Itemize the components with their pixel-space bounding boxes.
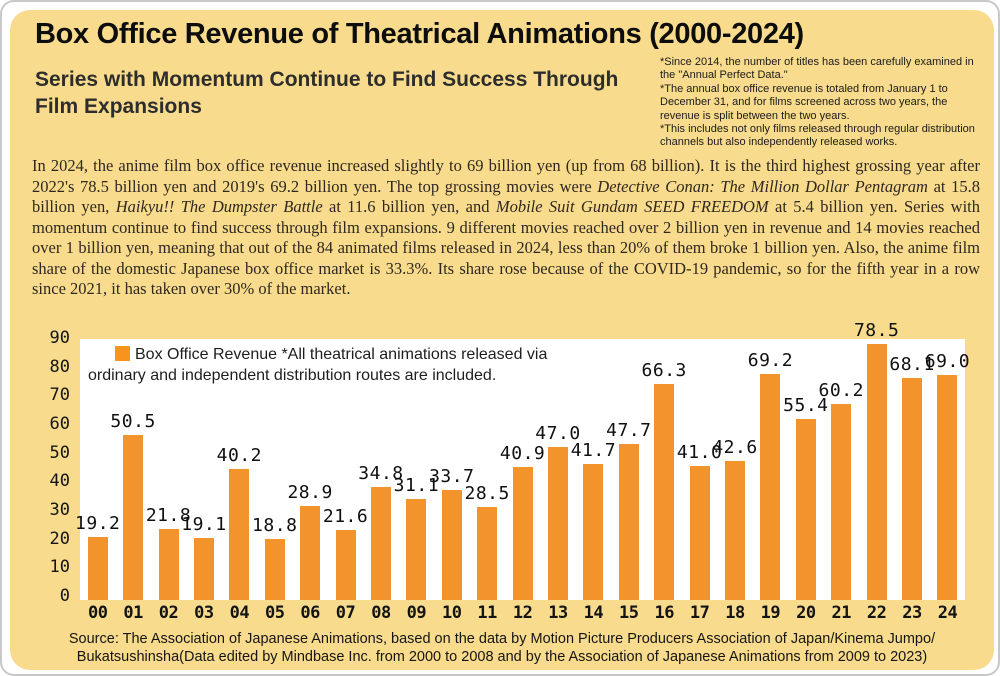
- subtitle-line-1: Series with Momentum Continue to Find Success Through: [35, 68, 619, 91]
- paragraph-text: at 11.6 billion yen, and: [322, 197, 496, 216]
- bar-value-label: 18.8: [252, 514, 298, 536]
- x-tick-label: 12: [512, 603, 533, 623]
- bar: [229, 469, 249, 600]
- bar: [513, 467, 533, 600]
- bar: [654, 384, 674, 600]
- x-tick-label: 15: [619, 603, 639, 623]
- x-tick-label: 03: [194, 603, 214, 623]
- bar-value-label: 41.0: [676, 442, 723, 464]
- bar: [583, 464, 603, 600]
- bar-slot: [889, 339, 935, 600]
- bar-value-label: 19.1: [181, 513, 227, 535]
- x-tick-label: 09: [406, 603, 427, 623]
- bar: [937, 375, 957, 600]
- y-tick-label: 50: [49, 442, 70, 463]
- bar: [406, 499, 426, 601]
- bar-value-label: 33.7: [429, 466, 475, 488]
- bar: [336, 530, 356, 601]
- footnote-line: *Since 2014, the number of titles has been carefully examined in the "Annual Perfect Data.": [660, 56, 974, 82]
- bar-value-label: 60.2: [818, 379, 864, 401]
- bar: [123, 435, 143, 600]
- bar-value-label: 21.8: [145, 504, 192, 526]
- footnotes: [660, 56, 988, 150]
- bar: [159, 529, 179, 600]
- bar-value-label: 69.2: [747, 350, 794, 372]
- x-tick-label: 02: [158, 603, 179, 623]
- x-tick-label: 19: [760, 603, 781, 623]
- bar-value-label: 68.1: [889, 353, 935, 375]
- x-tick-label: 23: [902, 603, 922, 623]
- bar-value-label: 42.6: [712, 437, 758, 458]
- movie-title: Mobile Suit Gundam SEED FREEDOM: [495, 197, 769, 216]
- source-line: Source: The Association of Japanese Animations, based on the data by Motion Picture Producers Association of Japan/Kinema Jumpo/: [68, 631, 936, 647]
- bar: [796, 419, 816, 600]
- source-line: Bukatsushinsha(Data edited by Mindbase Inc. from 2000 to 2008 and by the Association of Japanese Animations from 2009 to 2023): [76, 648, 928, 665]
- infographic-card: [10, 10, 994, 670]
- bar-value-label: 47.0: [535, 422, 581, 444]
- bar-value-label: 19.2: [75, 513, 121, 535]
- bar: [194, 538, 214, 600]
- subtitle-line-2: Film Expansions: [35, 95, 202, 118]
- body-paragraph: [32, 156, 980, 300]
- x-tick-label: 10: [442, 603, 462, 623]
- bar-slot: [712, 339, 758, 600]
- movie-title: Detective Conan: The Million Dollar Pentagram: [597, 176, 928, 196]
- bar-slot: [747, 339, 794, 600]
- x-tick-label: 17: [689, 603, 710, 623]
- x-tick-label: 11: [477, 603, 497, 623]
- bar: [831, 404, 851, 600]
- x-tick-label: 14: [583, 603, 604, 623]
- bar-slot: [783, 339, 829, 600]
- bar-slot: [676, 339, 723, 600]
- bar: [300, 506, 320, 600]
- bar-value-label: 21.6: [322, 505, 369, 527]
- x-tick-label: 16: [654, 603, 674, 623]
- bar-value-label: 78.5: [853, 319, 900, 341]
- bar-slot: [924, 339, 971, 600]
- chart-legend: Box Office Revenue *All theatrical animations released via ordinary and independent distribution routes are included.: [88, 346, 548, 384]
- bar: [619, 444, 639, 600]
- bar: [690, 466, 710, 600]
- bar-value-label: 28.9: [287, 481, 333, 503]
- paragraph-text: at 15.8 billion yen,: [32, 176, 980, 216]
- y-tick-label: 30: [49, 500, 70, 520]
- y-tick-label: 20: [49, 528, 70, 549]
- bar-value-label: 66.3: [641, 359, 687, 381]
- bar-value-label: 40.9: [499, 442, 546, 464]
- bar: [902, 378, 922, 600]
- paragraph-text: In 2024, the anime film box office revenue increased slightly to 69 billion yen (up from 68 billion). It is the third highest grossing year after 2022's 78.5 billion yen and 2019's 69.2 billion yen. The top grossing movies were: [32, 156, 980, 196]
- bar-value-label: 28.5: [464, 483, 510, 504]
- x-tick-label: 13: [548, 603, 568, 623]
- bar-value-label: 31.1: [393, 474, 440, 496]
- x-tick-label: 00: [87, 603, 108, 623]
- bar-value-label: 34.8: [358, 462, 404, 484]
- paragraph-text: at 5.4 billion yen. Series with momentum continue to find success through film expansions. 9 different movies reached over 2 billion yen in revenue and 14 movies reached over 1 billion yen, meaning that out of the 84 animated films released in 2024, less than 20% of them broke 1 billion yen. Also, the anime film share of the domestic Japanese box office market is 33.3%. Its share rose because of the COVID-19 pandemic, so for the fifth year in a row since 2021, it has taken over 30% of the market.: [32, 197, 981, 298]
- x-tick-label: 07: [335, 603, 356, 623]
- x-tick-label: 04: [229, 603, 250, 623]
- movie-title: Haikyu!! The Dumpster Battle: [115, 197, 323, 216]
- bar: [442, 490, 462, 600]
- bar-value-label: 47.7: [606, 420, 652, 442]
- bar-slot: [853, 319, 900, 600]
- x-tick-label: 06: [300, 603, 320, 623]
- bar-value-label: 69.0: [924, 350, 971, 372]
- y-tick-label: 70: [49, 385, 70, 406]
- y-tick-label: 0: [59, 586, 70, 606]
- bar: [548, 447, 568, 600]
- x-axis: [80, 603, 965, 623]
- x-tick-label: 18: [725, 603, 745, 623]
- bar-value-label: 55.4: [783, 395, 829, 417]
- x-tick-label: 01: [123, 603, 143, 623]
- bar: [265, 539, 285, 600]
- source-note: [10, 631, 994, 666]
- bar-value-label: 50.5: [110, 411, 156, 433]
- bar-slot: [818, 339, 864, 600]
- x-tick-label: 08: [371, 603, 391, 623]
- x-tick-label: 24: [937, 603, 958, 623]
- x-tick-label: 05: [264, 603, 285, 623]
- bar: [725, 461, 745, 600]
- footnote-line: *This includes not only films released through regular distribution channels but also independently released works.: [660, 123, 975, 149]
- x-tick-label: 20: [796, 603, 816, 623]
- footnote-line: *The annual box office revenue is totaled from January 1 to December 31, and for films screened across two years, the revenue is split between the two years.: [660, 82, 948, 122]
- legend-swatch-icon: [115, 346, 130, 361]
- x-tick-label: 22: [866, 603, 887, 623]
- bar-slot: [641, 339, 687, 600]
- page-title: Box Office Revenue of Theatrical Animations (2000-2024): [35, 18, 804, 50]
- bar: [760, 374, 780, 600]
- y-tick-label: 40: [49, 471, 70, 492]
- y-tick-label: 90: [49, 328, 70, 348]
- x-tick-label: 21: [831, 603, 851, 623]
- y-tick-label: 80: [49, 356, 70, 377]
- y-tick-label: 10: [49, 557, 70, 578]
- bar: [88, 537, 108, 600]
- y-tick-label: 60: [49, 414, 70, 434]
- bar: [371, 487, 391, 601]
- subtitle: [35, 66, 618, 120]
- bar: [477, 507, 497, 600]
- bar-value-label: 40.2: [216, 444, 263, 466]
- bar-value-label: 41.7: [570, 440, 617, 461]
- bar: [867, 344, 887, 600]
